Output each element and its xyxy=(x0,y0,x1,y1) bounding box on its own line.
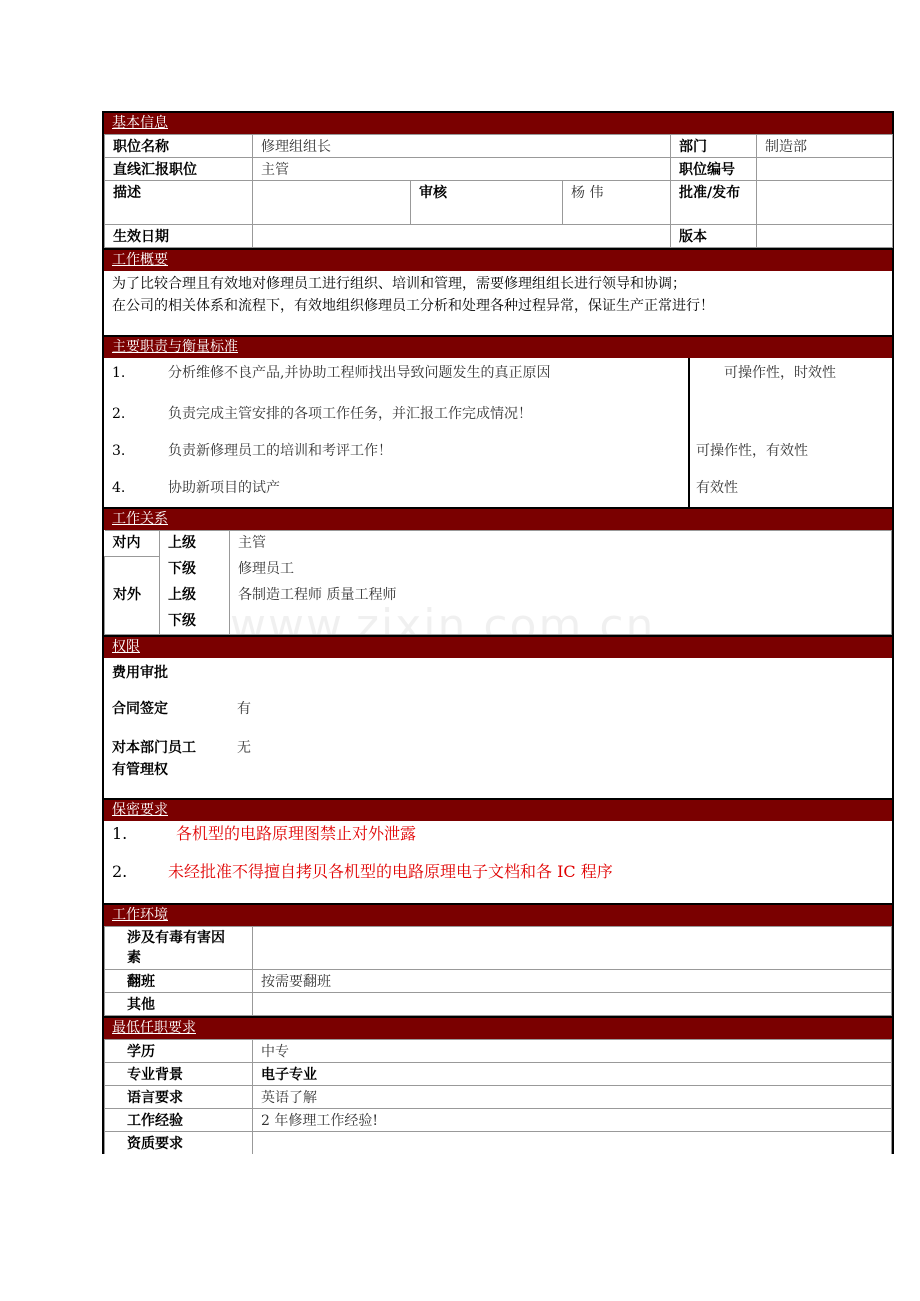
major-label: 专业背景 xyxy=(105,1063,253,1086)
superior-label: 上级 xyxy=(160,531,230,557)
dept-value: 制造部 xyxy=(757,135,893,158)
qualification-label: 资质要求 xyxy=(105,1132,253,1155)
review-label: 审核 xyxy=(411,181,563,225)
environment-table xyxy=(104,926,892,1016)
duty-item: 1. 分析维修不良产品,并协助工程师找出导致问题发生的真正原因 xyxy=(112,365,551,381)
superior-label: 上级 xyxy=(160,583,230,609)
toxic-label xyxy=(105,927,253,970)
toxic-label-line-1: 涉及有毒有害因 xyxy=(127,930,225,946)
language-label: 语言要求 xyxy=(105,1086,253,1109)
duty-item: 2. 负责完成主管安排的各项工作任务，并汇报工作完成情况！ xyxy=(112,406,532,422)
reviewer-value: 杨 伟 xyxy=(563,181,671,225)
staff-authority-line-1: 对本部门员工 xyxy=(112,740,196,756)
report-label: 直线汇报职位 xyxy=(105,158,253,181)
staff-authority-line-2: 有管理权 xyxy=(112,762,168,778)
toxic-label-line-2: 素 xyxy=(127,950,141,966)
measure-item: 可操作性，有效性 xyxy=(696,443,808,459)
code-label: 职位编号 xyxy=(671,158,757,181)
basic-info-table xyxy=(104,134,893,248)
job-description-form xyxy=(102,111,894,1154)
education-label: 学历 xyxy=(105,1040,253,1063)
version-value xyxy=(757,225,893,248)
section-header-environment: 工作环境 xyxy=(104,903,892,926)
approve-value xyxy=(757,181,893,225)
section-header-requirements: 最低任职要求 xyxy=(104,1016,892,1039)
measures-list xyxy=(689,358,892,507)
internal-subordinate-value: 修理员工 xyxy=(230,557,892,583)
blank-cell xyxy=(105,609,160,635)
effective-date-label: 生效日期 xyxy=(105,225,253,248)
version-label: 版本 xyxy=(671,225,757,248)
overtime-label: 翻班 xyxy=(105,970,253,993)
section-header-relations: 工作关系 xyxy=(104,507,892,530)
confidential-item: 2. 未经批准不得擅自拷贝各机型的电路原理电子文档和各 IC 程序 xyxy=(112,862,613,881)
report-value: 主管 xyxy=(253,158,671,181)
authority-table xyxy=(104,658,892,798)
experience-label: 工作经验 xyxy=(105,1109,253,1132)
subordinate-label: 下级 xyxy=(160,609,230,635)
dept-label: 部门 xyxy=(671,135,757,158)
overtime-value: 按需要翻班 xyxy=(253,970,892,993)
job-title-value: 修理组组长 xyxy=(253,135,671,158)
effective-date-value xyxy=(253,225,671,248)
section-header-overview: 工作概要 xyxy=(104,248,892,271)
language-value: 英语了解 xyxy=(253,1086,892,1109)
requirements-table xyxy=(104,1039,892,1154)
desc-label: 描述 xyxy=(105,181,253,225)
confidential-item: 1. 各机型的电路原理图禁止对外泄露 xyxy=(112,824,417,843)
section-header-authority: 权限 xyxy=(104,635,892,658)
measure-item: 可操作性，时效性 xyxy=(724,365,836,381)
blank-cell xyxy=(105,557,160,583)
contract-label: 合同签定 xyxy=(112,701,168,717)
staff-authority-label xyxy=(104,736,229,798)
job-title-label: 职位名称 xyxy=(105,135,253,158)
major-value: 电子专业 xyxy=(253,1063,892,1086)
relations-table xyxy=(104,530,892,635)
confidential-body xyxy=(104,821,892,903)
section-header-confidential: 保密要求 xyxy=(104,798,892,821)
external-label: 对外 xyxy=(105,583,160,609)
expense-label: 费用审批 xyxy=(112,665,168,681)
duty-item: 3. 负责新修理员工的培训和考评工作！ xyxy=(112,443,392,459)
staff-authority-value: 无 xyxy=(237,740,251,756)
measure-item xyxy=(696,397,886,438)
internal-label: 对内 xyxy=(105,531,160,557)
external-subordinate-value xyxy=(230,609,892,635)
measure-item: 有效性 xyxy=(696,480,738,496)
desc-value xyxy=(253,181,411,225)
other-label: 其他 xyxy=(105,993,253,1016)
watermark: www.zixin.com.cn xyxy=(230,600,656,651)
qualification-value xyxy=(253,1132,892,1155)
external-superior-value: 各制造工程师 质量工程师 xyxy=(230,583,892,609)
contract-value: 有 xyxy=(237,701,251,717)
toxic-value xyxy=(253,927,892,970)
subordinate-label: 下级 xyxy=(160,557,230,583)
overview-line-2: 在公司的相关体系和流程下，有效地组织修理员工分析和处理各种过程异常，保证生产正常进行！ xyxy=(112,298,714,314)
approve-label: 批准/发布 xyxy=(671,181,757,225)
education-value: 中专 xyxy=(253,1040,892,1063)
other-value xyxy=(253,993,892,1016)
duty-item: 4. 协助新项目的试产 xyxy=(112,480,280,496)
duties-table xyxy=(104,358,892,507)
expense-value xyxy=(229,658,892,697)
overview-body xyxy=(104,271,892,335)
duties-list xyxy=(104,358,689,507)
internal-superior-value: 主管 xyxy=(230,531,892,557)
experience-value: 2 年修理工作经验! xyxy=(253,1109,892,1132)
section-header-duties: 主要职责与衡量标准 xyxy=(104,335,892,358)
code-value xyxy=(757,158,893,181)
section-header-basic: 基本信息 xyxy=(104,113,892,134)
overview-line-1: 为了比较合理且有效地对修理员工进行组织、培训和管理，需要修理组组长进行领导和协调； xyxy=(112,276,686,292)
